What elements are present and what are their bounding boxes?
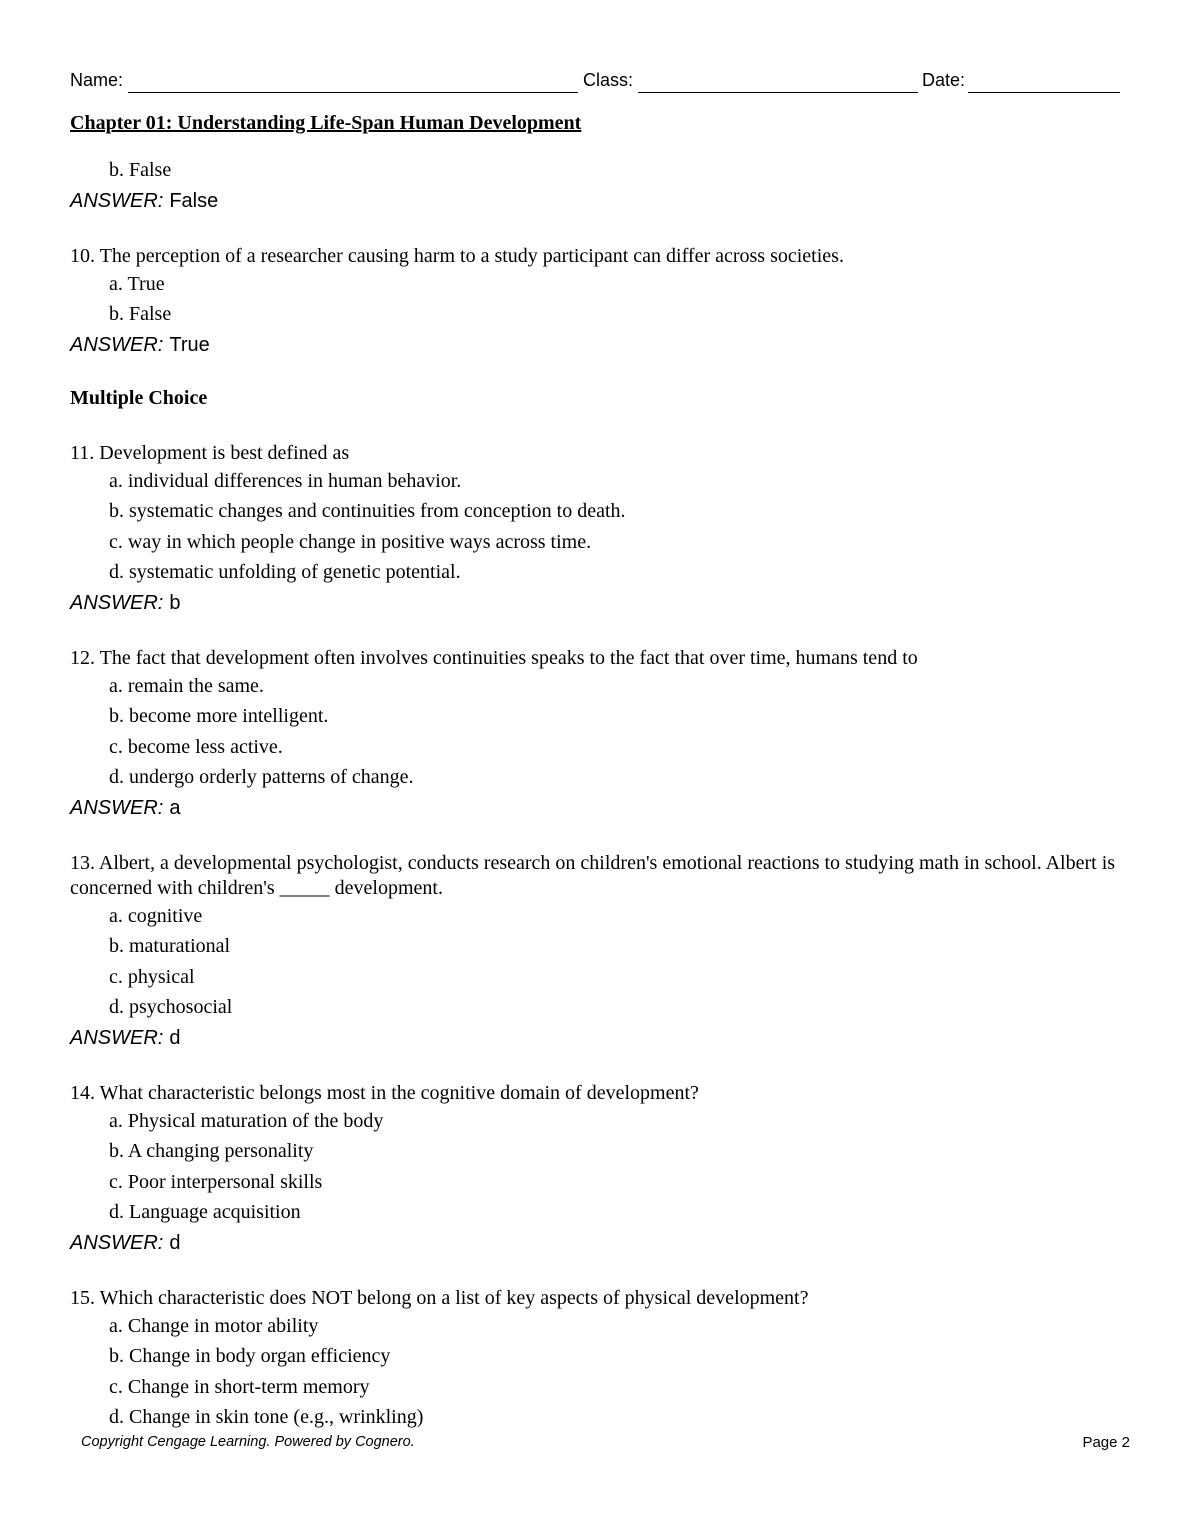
- option: d. psychosocial: [109, 996, 233, 1018]
- option: a. True: [109, 272, 165, 295]
- option: a. remain the same.: [109, 674, 264, 697]
- answer-label: ANSWER:: [70, 1231, 164, 1254]
- answer-label: ANSWER:: [70, 591, 164, 614]
- option: c. Change in short-term memory: [109, 1375, 370, 1398]
- option: b. become more intelligent.: [109, 705, 329, 727]
- answer-value: d: [169, 1231, 181, 1254]
- answer-label: ANSWER:: [70, 333, 164, 356]
- question-text: 12. The fact that development often involves continuities speaks to the fact that over time, humans tend to: [70, 646, 918, 669]
- question-10: [70, 244, 1120, 358]
- name-label: Name:: [70, 70, 124, 90]
- option: b. systematic changes and continuities from conception to death.: [109, 500, 626, 522]
- question-13: [70, 851, 1120, 1051]
- option: a. Physical maturation of the body: [109, 1109, 384, 1132]
- question-list: [70, 157, 1120, 1435]
- option: b. A changing personality: [109, 1140, 314, 1162]
- question-text: 13. Albert, a developmental psychologist, conducts research on children's emotional reactions to studying math in school. Albert is concerned with children's _____ development.: [70, 851, 1116, 899]
- answer-value: False: [169, 189, 219, 212]
- name-blank-line: [128, 92, 578, 93]
- option: b. False: [109, 303, 172, 325]
- answer-line: [70, 332, 1120, 358]
- question-12: [70, 646, 1120, 821]
- chapter-title: Chapter 01: Understanding Life-Span Human Development: [70, 112, 582, 134]
- question-9-continued: [70, 157, 1120, 214]
- answer-label: ANSWER:: [70, 1026, 164, 1049]
- answer-value: a: [169, 796, 181, 819]
- answer-line: [70, 590, 1120, 616]
- option: a. cognitive: [109, 904, 203, 927]
- answer-line: [70, 1230, 1120, 1256]
- answer-line: [70, 1025, 1120, 1051]
- option: c. Poor interpersonal skills: [109, 1170, 323, 1193]
- worksheet-header: [70, 70, 1120, 94]
- answer-value: True: [169, 333, 210, 356]
- option: d. undergo orderly patterns of change.: [109, 766, 414, 788]
- date-label: Date:: [922, 70, 966, 90]
- option: c. way in which people change in positive ways across time.: [109, 530, 592, 553]
- section-heading: Multiple Choice: [70, 386, 208, 409]
- answer-line: [70, 795, 1120, 821]
- answer-value: d: [169, 1026, 181, 1049]
- option: b. maturational: [109, 935, 231, 957]
- answer-label: ANSWER:: [70, 189, 164, 212]
- question-text: 15. Which characteristic does NOT belong on a list of key aspects of physical development?: [70, 1286, 809, 1309]
- option: d. Change in skin tone (e.g., wrinkling): [109, 1406, 424, 1428]
- option: d. Language acquisition: [109, 1201, 301, 1223]
- option: b. Change in body organ efficiency: [109, 1345, 391, 1367]
- class-blank-line: [638, 92, 918, 93]
- answer-line: [70, 188, 1120, 214]
- question-text: 14. What characteristic belongs most in the cognitive domain of development?: [70, 1081, 699, 1104]
- class-label: Class:: [583, 70, 634, 90]
- option: a. individual differences in human behavior.: [109, 469, 462, 492]
- question-text: 10. The perception of a researcher causing harm to a study participant can differ across societies.: [70, 244, 844, 267]
- question-11: [70, 441, 1120, 616]
- question-14: [70, 1081, 1120, 1256]
- question-text: 11. Development is best defined as: [70, 441, 350, 464]
- copyright-footer: Copyright Cengage Learning. Powered by Cognero.: [81, 1434, 415, 1450]
- answer-label: ANSWER:: [70, 796, 164, 819]
- date-blank-line: [968, 92, 1120, 93]
- option: c. physical: [109, 965, 195, 988]
- answer-value: b: [169, 591, 181, 614]
- option: d. systematic unfolding of genetic potential.: [109, 561, 461, 583]
- option: b. False: [109, 159, 172, 181]
- question-15: [70, 1286, 1120, 1435]
- option: a. Change in motor ability: [109, 1314, 319, 1337]
- option: c. become less active.: [109, 735, 283, 758]
- page-number: Page 2: [1082, 1434, 1130, 1451]
